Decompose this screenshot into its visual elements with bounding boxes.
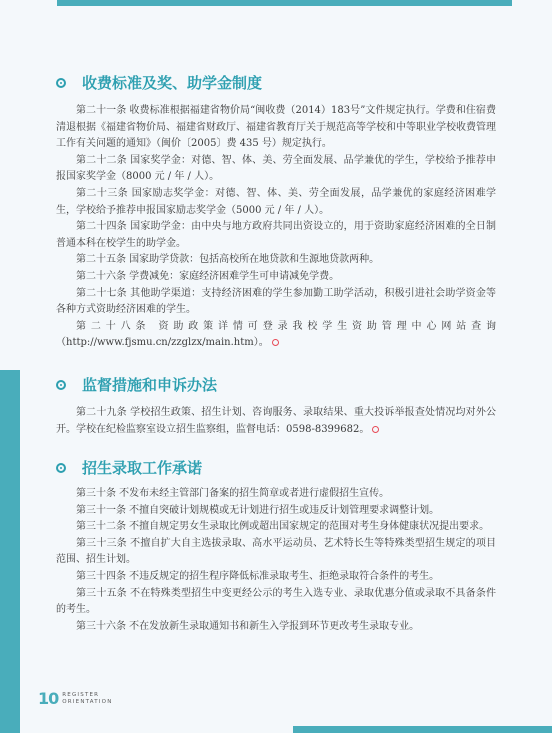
article-29: 第二十九条 学校招生政策、招生计划、咨询服务、录取结果、重大投诉举报查处情况均对外公开。学校在纪检监察室设立招生监察组，监督电话：0598-8399682。 xyxy=(56,407,496,435)
section-title: 收费标准及奖、助学金制度 xyxy=(82,74,263,92)
top-accent-bar xyxy=(57,0,512,6)
page-footer xyxy=(38,689,113,708)
article-25: 第二十五条 国家助学贷款：包括高校所在地贷款和生源地贷款两种。 xyxy=(76,254,380,266)
bottom-accent-bar xyxy=(293,726,552,733)
bullet-icon xyxy=(56,463,66,473)
article-35: 第三十五条 不在特殊类型招生中变更经公示的考生入选专业、录取优惠分值或录取不具备条件的考生。 xyxy=(56,587,496,616)
footer-line-1: REGISTER xyxy=(62,691,100,698)
article-24: 第二十四条 国家助学金：由中央与地方政府共同出资设立的，用于资助家庭经济困难的全日制普通本科在校学生的助学金。 xyxy=(56,221,496,249)
bullet-icon xyxy=(56,78,66,88)
section-heading-commitment xyxy=(56,457,202,478)
article-22: 第二十二条 国家奖学金：对德、智、体、美、劳全面发展、品学兼优的学生，学校给予推荐申报国家奖学金（8000 元 / 年 / 人）。 xyxy=(56,154,496,183)
section-body-commitment xyxy=(56,486,496,635)
article-23: 第二十三条 国家励志奖学金：对德、智、体、美、劳全面发展，品学兼优的家庭经济困难学生，学校给予推荐申报国家励志奖学金（5000 元 / 年 / 人）。 xyxy=(56,187,496,216)
page-number: 10 xyxy=(38,689,59,708)
article-33: 第三十三条 不擅自扩大自主选拔录取、高水平运动员、艺术特长生等特殊类型招生规定的项目范围、招生计划。 xyxy=(56,537,496,566)
footer-caption xyxy=(62,692,112,706)
article-34: 第三十四条 不违反规定的招生程序降低标准录取考生、拒绝录取符合条件的考生。 xyxy=(76,570,440,582)
end-mark-icon xyxy=(272,339,279,346)
left-accent-bar xyxy=(0,370,20,733)
section-body-supervision xyxy=(56,405,496,438)
section-body-fees xyxy=(56,103,496,352)
section-title: 招生录取工作承诺 xyxy=(82,459,203,477)
article-31: 第三十一条 不擅自突破计划规模或无计划进行招生或违反计划管理要求调整计划。 xyxy=(76,504,440,516)
article-32: 第三十二条 不擅自规定男女生录取比例或超出国家规定的范围对考生身体健康状况提出要求。 xyxy=(76,521,490,533)
end-mark-icon xyxy=(372,426,379,433)
article-27: 第二十七条 其他助学渠道：支持经济困难的学生参加勤工助学活动，积极引进社会助学资金等各种方式资助经济困难的学生。 xyxy=(56,287,496,316)
article-28-wrap xyxy=(56,319,496,352)
article-28: 第二十八条 资助政策详情可登录我校学生资助管理中心网站查询（http://www.fjsmu.cn/zzglzx/main.htm）。 xyxy=(56,320,496,349)
article-30: 第三十条 不发布未经主管部门备案的招生简章或者进行虚假招生宣传。 xyxy=(76,488,390,499)
article-36: 第三十六条 不在发放新生录取通知书和新生入学报到环节更改考生录取专业。 xyxy=(76,620,420,632)
section-heading-supervision xyxy=(56,374,217,395)
footer-line-2: ORIENTATION xyxy=(62,698,113,705)
article-26: 第二十六条 学费减免：家庭经济困难学生可申请减免学费。 xyxy=(76,270,340,282)
article-21: 第二十一条 收费标准根据福建省物价局“闽收费（2014）183号”文件规定执行。学费和住宿费清退根据《福建省物价局、福建省财政厅、福建省教育厅关于规范高等学校和中等职业学校收费管理工作有关问题的通知》（闽价〔2005〕费 435 号）规定执行。 xyxy=(56,105,496,150)
section-heading-fees xyxy=(56,72,262,93)
section-title: 监督措施和申诉办法 xyxy=(82,376,218,394)
article-29-wrap xyxy=(56,405,496,438)
bullet-icon xyxy=(56,380,66,390)
